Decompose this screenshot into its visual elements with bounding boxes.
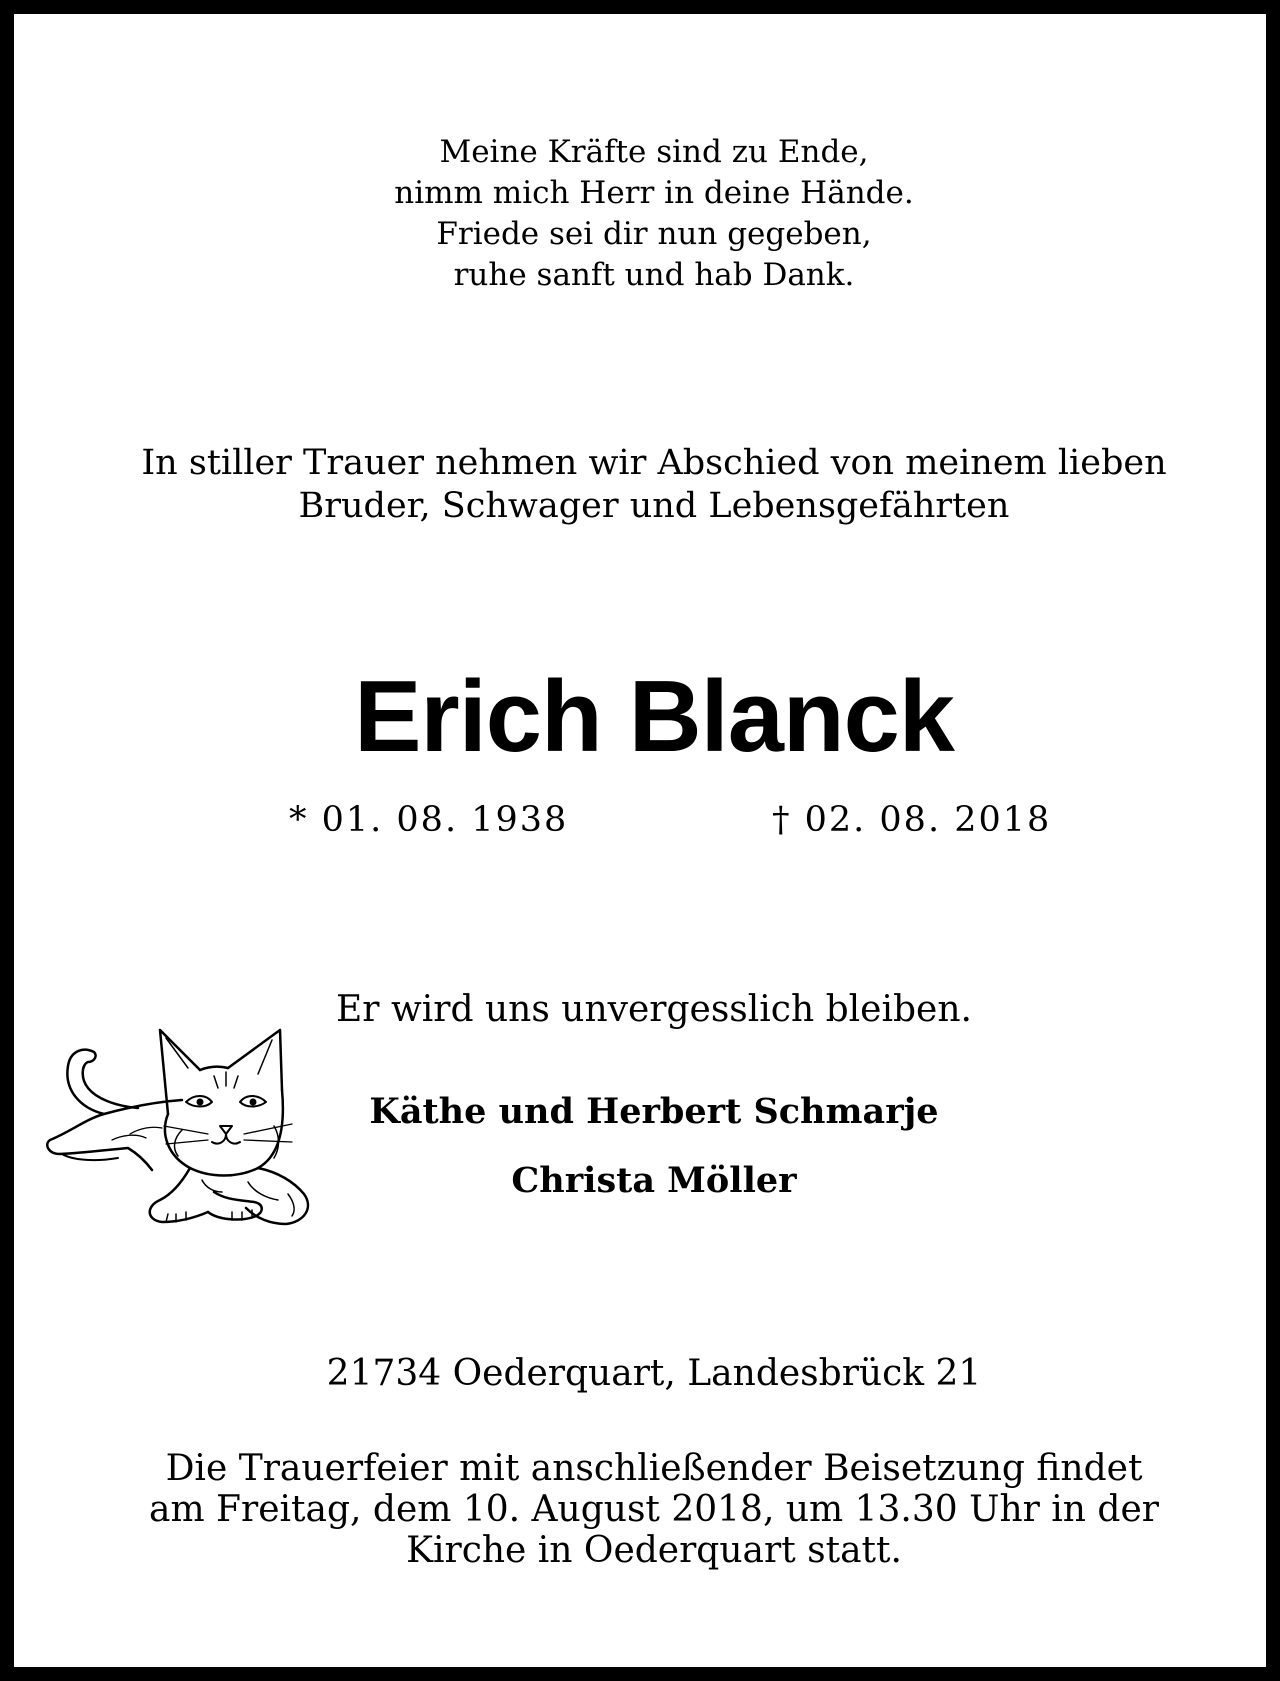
address: 21734 Oederquart, Landesbrück 21 (326, 1353, 982, 1394)
death-date: † 02. 08. 2018 (772, 800, 1052, 840)
verse-line: nimm mich Herr in deine Hände. (394, 175, 914, 211)
ceremony-line: Die Trauerfeier mit anschließender Beisetzung findet (165, 1448, 1143, 1489)
memorial-sentence: Er wird uns unvergesslich bleiben. (336, 989, 972, 1030)
intro-text (14, 442, 1280, 528)
birth-date: * 01. 08. 1938 (289, 800, 569, 840)
ceremony-line: am Freitag, dem 10. August 2018, um 13.30 Uhr in der (149, 1489, 1159, 1530)
intro-line: Bruder, Schwager und Lebensgefährten (298, 486, 1010, 526)
verse (14, 132, 1280, 296)
deceased-name: Erich Blanck (354, 661, 954, 773)
verse-line: Friede sei dir nun gegeben, (436, 216, 872, 252)
mourner-name: Christa Möller (511, 1160, 797, 1201)
verse-line: Meine Kräfte sind zu Ende, (439, 134, 869, 170)
verse-line: ruhe sanft und hab Dank. (453, 257, 855, 293)
ceremony-line: Kirche in Oederquart statt. (406, 1530, 902, 1571)
intro-line: In stiller Trauer nehmen wir Abschied von meinem lieben (141, 443, 1167, 483)
mourner-name: Käthe und Herbert Schmarje (369, 1091, 939, 1132)
ceremony-notice (14, 1448, 1280, 1571)
